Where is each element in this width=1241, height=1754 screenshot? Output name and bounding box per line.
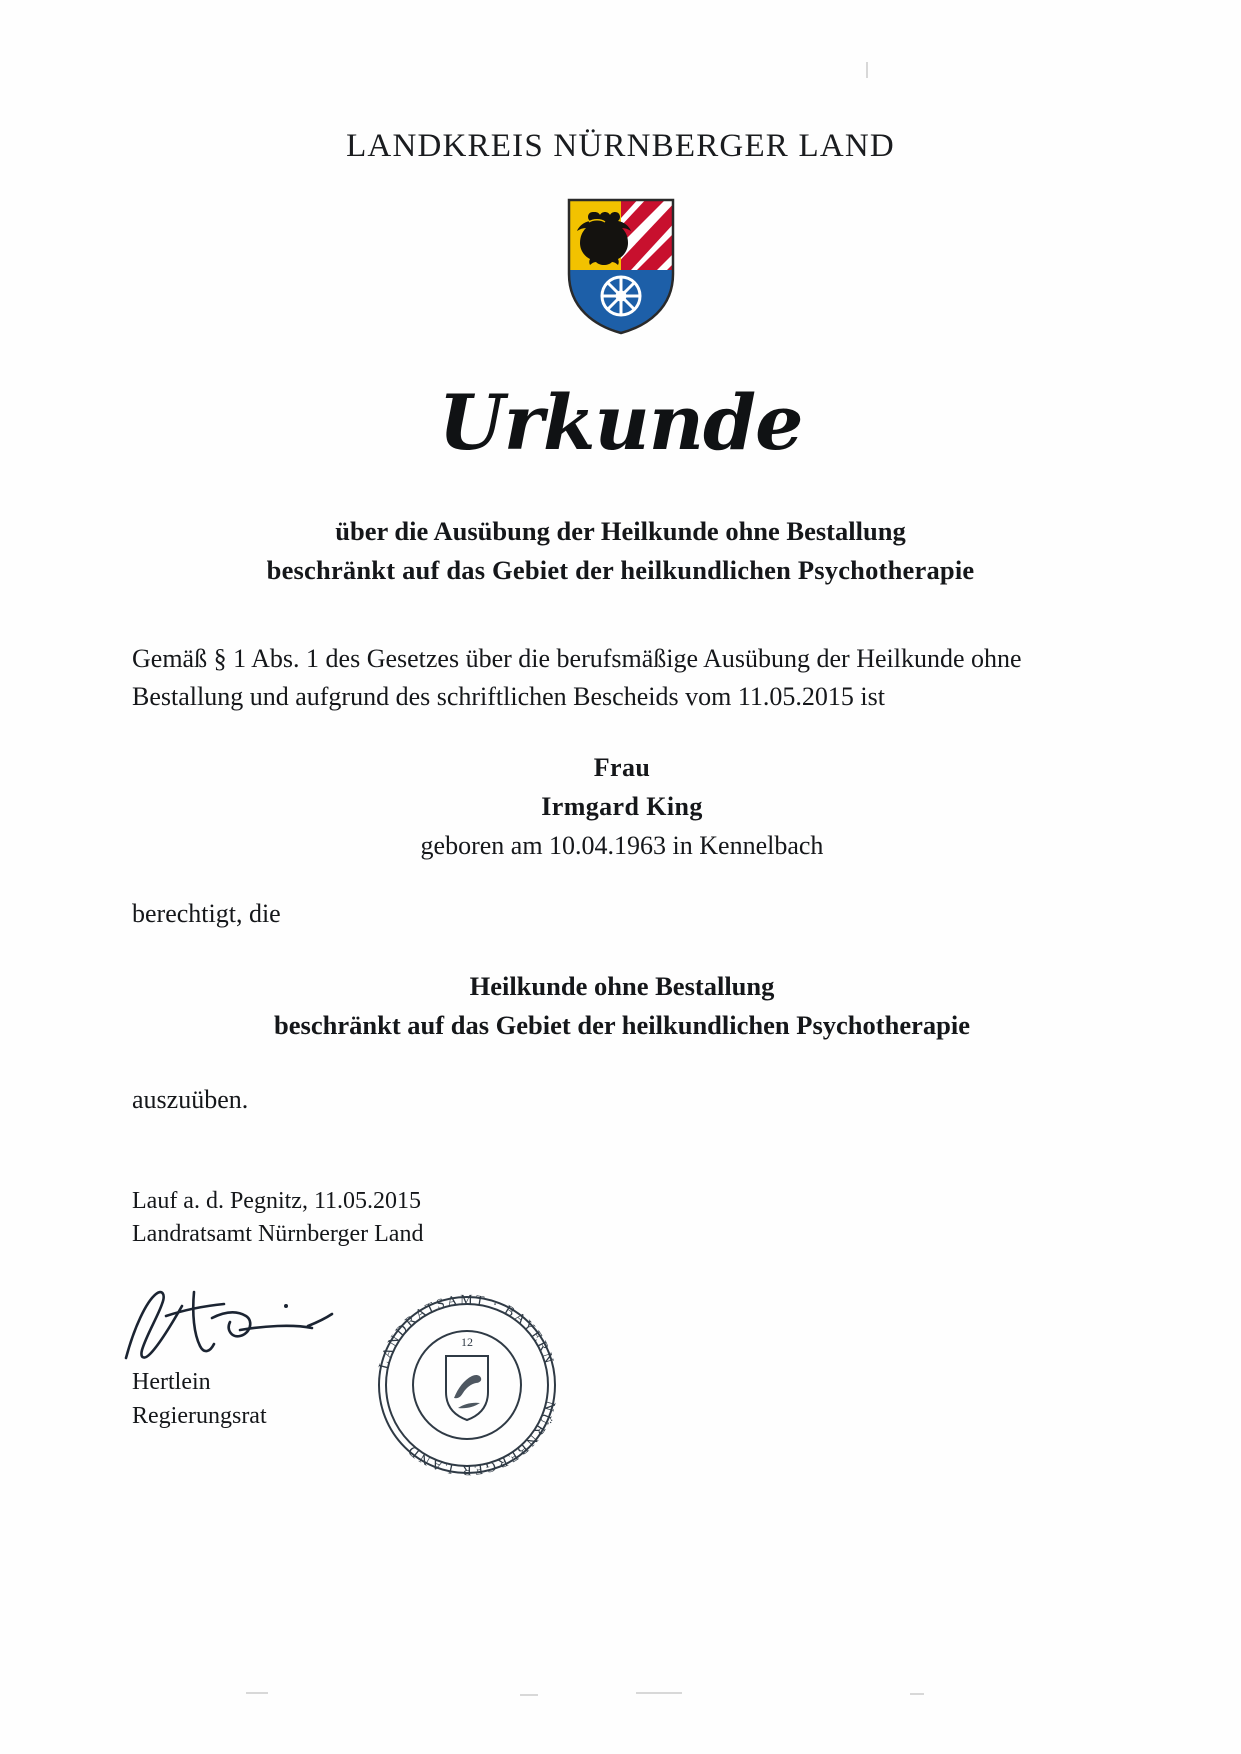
permission-line-1: Heilkunde ohne Bestallung — [469, 971, 775, 1002]
seal-number: 12 — [461, 1335, 473, 1349]
signer-title: Regierungsrat — [132, 1402, 267, 1429]
page-title: Urkunde — [438, 378, 803, 467]
scan-artifact — [866, 62, 868, 78]
entitled-text: berechtigt, die — [132, 899, 281, 929]
subtitle — [0, 512, 1241, 589]
subtitle-line-2: beschränkt auf das Gebiet der heilkundlichen Psychotherapie — [266, 554, 975, 585]
permission-block — [132, 967, 1112, 1045]
signer-name: Hertlein — [132, 1369, 211, 1395]
coat-of-arms-icon — [565, 196, 677, 336]
scan-artifact — [246, 1692, 268, 1694]
scan-artifact — [636, 1692, 682, 1694]
svg-text:NÜRNBERGER LAND: NÜRNBERGER LAND — [404, 1399, 558, 1478]
scan-artifact — [520, 1694, 538, 1696]
person-salutation: Frau — [593, 753, 651, 783]
person-birth-line: geboren am 10.04.1963 in Kennelbach — [420, 831, 824, 861]
person-block — [132, 748, 1112, 865]
official-round-seal-icon — [362, 1280, 572, 1490]
svg-text:LANDRATSAMT · BAYERN: LANDRATSAMT · BAYERN — [376, 1292, 557, 1371]
person-name: Irmgard King — [541, 792, 703, 822]
subtitle-line-1: über die Ausübung der Heilkunde ohne Bestallung — [335, 516, 906, 546]
permission-line-2: beschränkt auf das Gebiet der heilkundlichen Psychotherapie — [274, 1010, 970, 1041]
closing-text: auszuüben. — [132, 1085, 249, 1115]
signer-block — [132, 1366, 267, 1433]
place-date-block — [132, 1185, 423, 1250]
scan-artifact — [910, 1693, 924, 1695]
authority-header: LANDKREIS NÜRNBERGER LAND — [346, 128, 895, 164]
legal-paragraph: Gemäß § 1 Abs. 1 des Gesetzes über die berufsmäßige Ausübung der Heilkunde ohne Bestallung und aufgrund des schriftlichen Bescheids vom 11.05.2015 ist — [132, 644, 1022, 712]
issuing-office: Landratsamt Nürnberger Land — [132, 1220, 424, 1247]
place-and-date: Lauf a. d. Pegnitz, 11.05.2015 — [132, 1188, 422, 1214]
body-block — [132, 640, 1112, 1115]
